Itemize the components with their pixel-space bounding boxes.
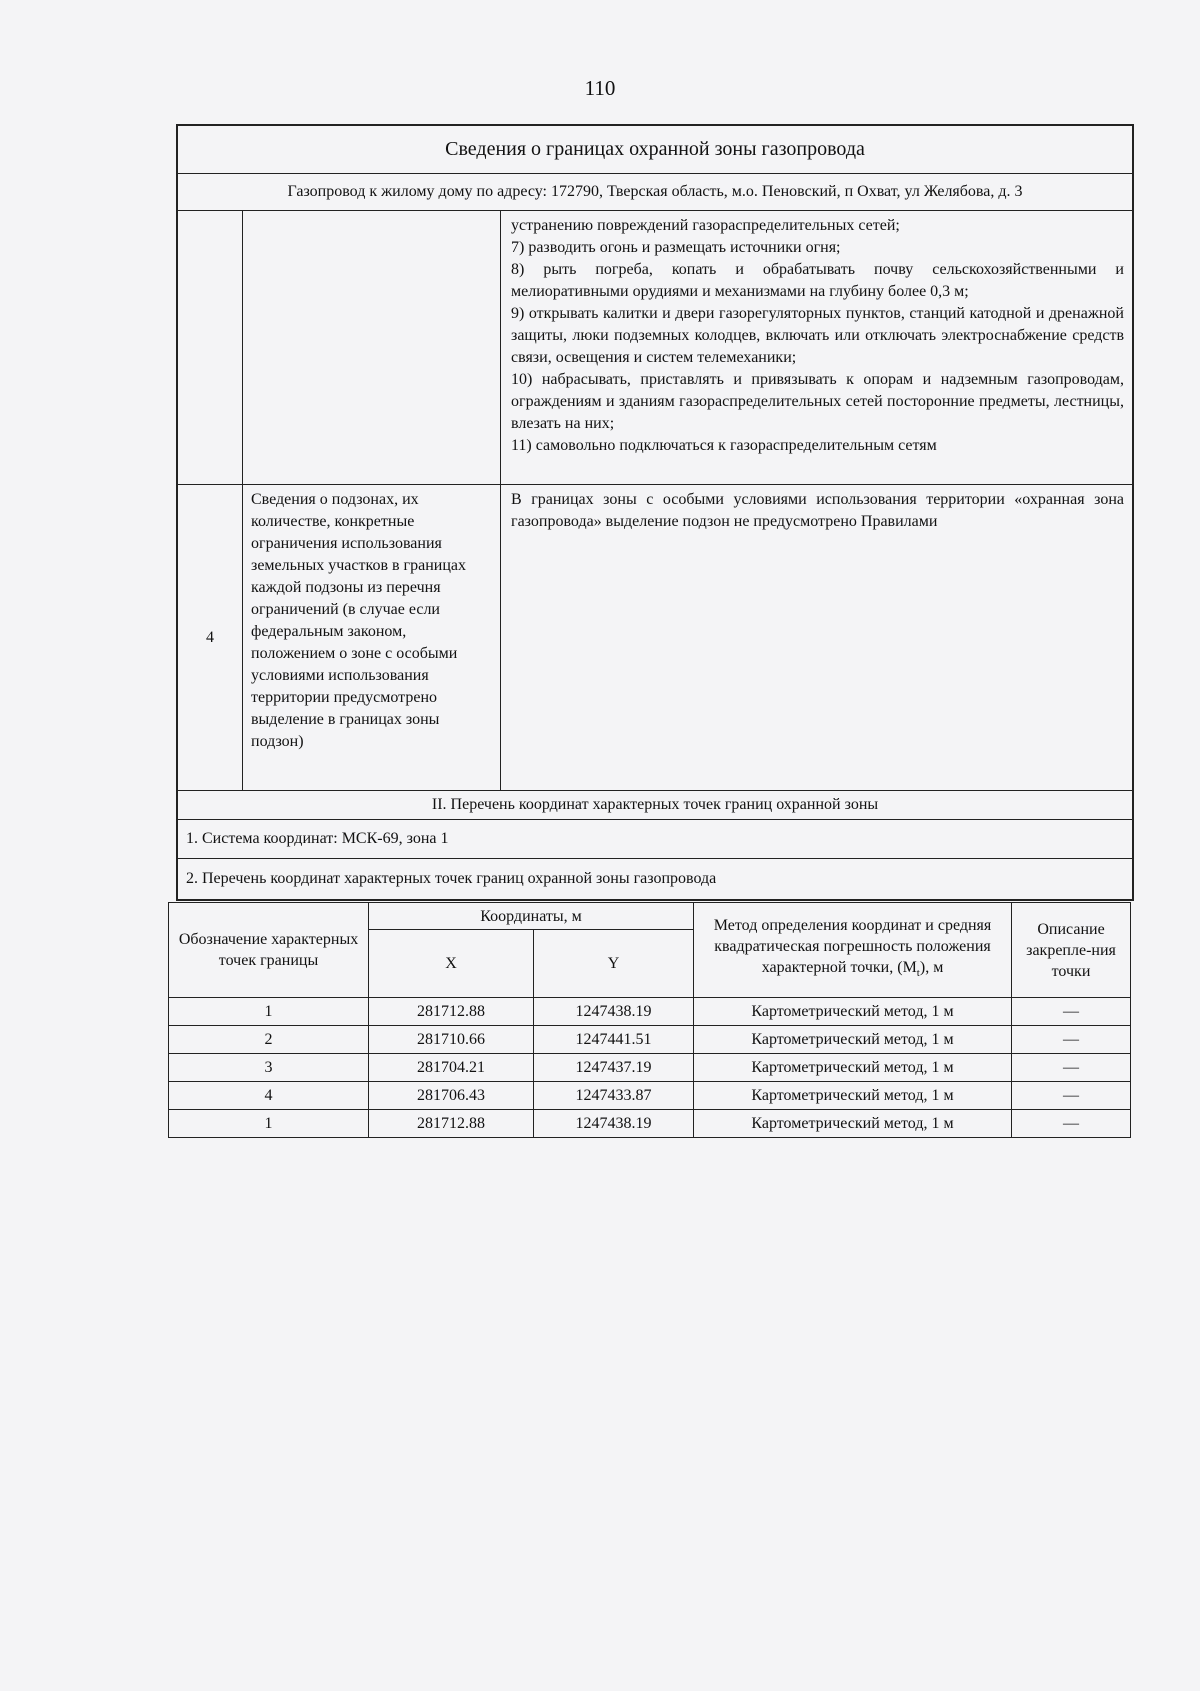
point-method: Картометрический метод, 1 м xyxy=(694,998,1012,1026)
point-id: 3 xyxy=(169,1054,369,1082)
row4-value: В границах зоны с особыми условиями использования территории «охранная зона газопровода» выделение подзон не предусмотрено Правилами xyxy=(501,485,1133,791)
point-y: 1247438.19 xyxy=(534,998,694,1026)
restrictions-cell xyxy=(501,211,1133,485)
point-x: 281712.88 xyxy=(369,998,534,1026)
header-coords: Координаты, м xyxy=(369,903,694,930)
restriction-item: 11) самовольно подключаться к газораспределительным сетям xyxy=(511,437,937,454)
point-id: 2 xyxy=(169,1026,369,1054)
section2-title: II. Перечень координат характерных точек границ охранной зоны xyxy=(178,791,1133,820)
point-desc: — xyxy=(1012,1054,1131,1082)
restriction-item: устранению повреждений газораспределительных сетей; xyxy=(511,217,900,234)
zone-info-frame xyxy=(176,124,1134,901)
restriction-item: 9) открывать калитки и двери газорегуляторных пунктов, станций катодной и дренажной защиты, люки подземных колодцев, включать или отключать электроснабжение средств связи, освещения и систем телемеханики; xyxy=(511,305,1124,366)
point-x: 281706.43 xyxy=(369,1082,534,1110)
object-address: Газопровод к жилому дому по адресу: 172790, Тверская область, м.о. Пеновский, п Охват, ул Желябова, д. 3 xyxy=(178,174,1133,211)
header-method-text: Метод определения координат и средняя квадратическая погрешность положения характерной точки, (M xyxy=(713,917,992,977)
header-method-end: ), м xyxy=(919,959,944,977)
row4-name: Сведения о подзонах, их количестве, конкретные ограничения использования земельных участков в границах каждой подзоны из перечня ограничений (в случае если федеральным законом, положением о зоне с особыми условиями использования территории предусмотрено выделение в границах зоны подзон) xyxy=(243,485,501,791)
header-description: Описание закрепле-ния точки xyxy=(1012,903,1131,998)
points-title: 2. Перечень координат характерных точек границ охранной зоны газопровода xyxy=(178,859,1133,900)
point-desc: — xyxy=(1012,1082,1131,1110)
table-row xyxy=(169,1026,1131,1054)
point-desc: — xyxy=(1012,1026,1131,1054)
coord-system: 1. Система координат: МСК-69, зона 1 xyxy=(178,820,1133,859)
point-id: 4 xyxy=(169,1082,369,1110)
point-y: 1247441.51 xyxy=(534,1026,694,1054)
document-title: Сведения о границах охранной зоны газопровода xyxy=(178,126,1133,174)
restriction-item: 10) набрасывать, приставлять и привязывать к опорам и надземным газопроводам, ограждениям и зданиям газораспределительных сетей посторонние предметы, лестницы, влезать на них; xyxy=(511,371,1124,432)
point-x: 281704.21 xyxy=(369,1054,534,1082)
coordinates-table xyxy=(168,902,1131,1138)
point-id: 1 xyxy=(169,998,369,1026)
header-method-sub: t xyxy=(916,967,920,980)
point-id: 1 xyxy=(169,1110,369,1138)
header-y: Y xyxy=(534,930,694,998)
point-desc: — xyxy=(1012,1110,1131,1138)
point-method: Картометрический метод, 1 м xyxy=(694,1054,1012,1082)
point-method: Картометрический метод, 1 м xyxy=(694,1082,1012,1110)
header-designation: Обозначение характерных точек границы xyxy=(169,903,369,998)
point-x: 281710.66 xyxy=(369,1026,534,1054)
header-x: X xyxy=(369,930,534,998)
point-x: 281712.88 xyxy=(369,1110,534,1138)
table-row xyxy=(169,1110,1131,1138)
table-row xyxy=(169,1082,1131,1110)
page-number: 110 xyxy=(584,76,616,100)
table-row xyxy=(169,998,1131,1026)
point-desc: — xyxy=(1012,998,1131,1026)
header-method xyxy=(694,903,1012,998)
row3-number-cell xyxy=(178,211,243,485)
restriction-item: 8) рыть погреба, копать и обрабатывать почву сельскохозяйственными и мелиоративными орудиями и механизмами на глубину более 0,3 м; xyxy=(511,261,1124,300)
zone-info-table xyxy=(177,125,1133,900)
table-row xyxy=(169,1054,1131,1082)
row3-name-cell xyxy=(243,211,501,485)
point-method: Картометрический метод, 1 м xyxy=(694,1026,1012,1054)
point-method: Картометрический метод, 1 м xyxy=(694,1110,1012,1138)
point-y: 1247437.19 xyxy=(534,1054,694,1082)
point-y: 1247438.19 xyxy=(534,1110,694,1138)
row4-number: 4 xyxy=(178,485,243,791)
point-y: 1247433.87 xyxy=(534,1082,694,1110)
restriction-item: 7) разводить огонь и размещать источники огня; xyxy=(511,239,841,256)
